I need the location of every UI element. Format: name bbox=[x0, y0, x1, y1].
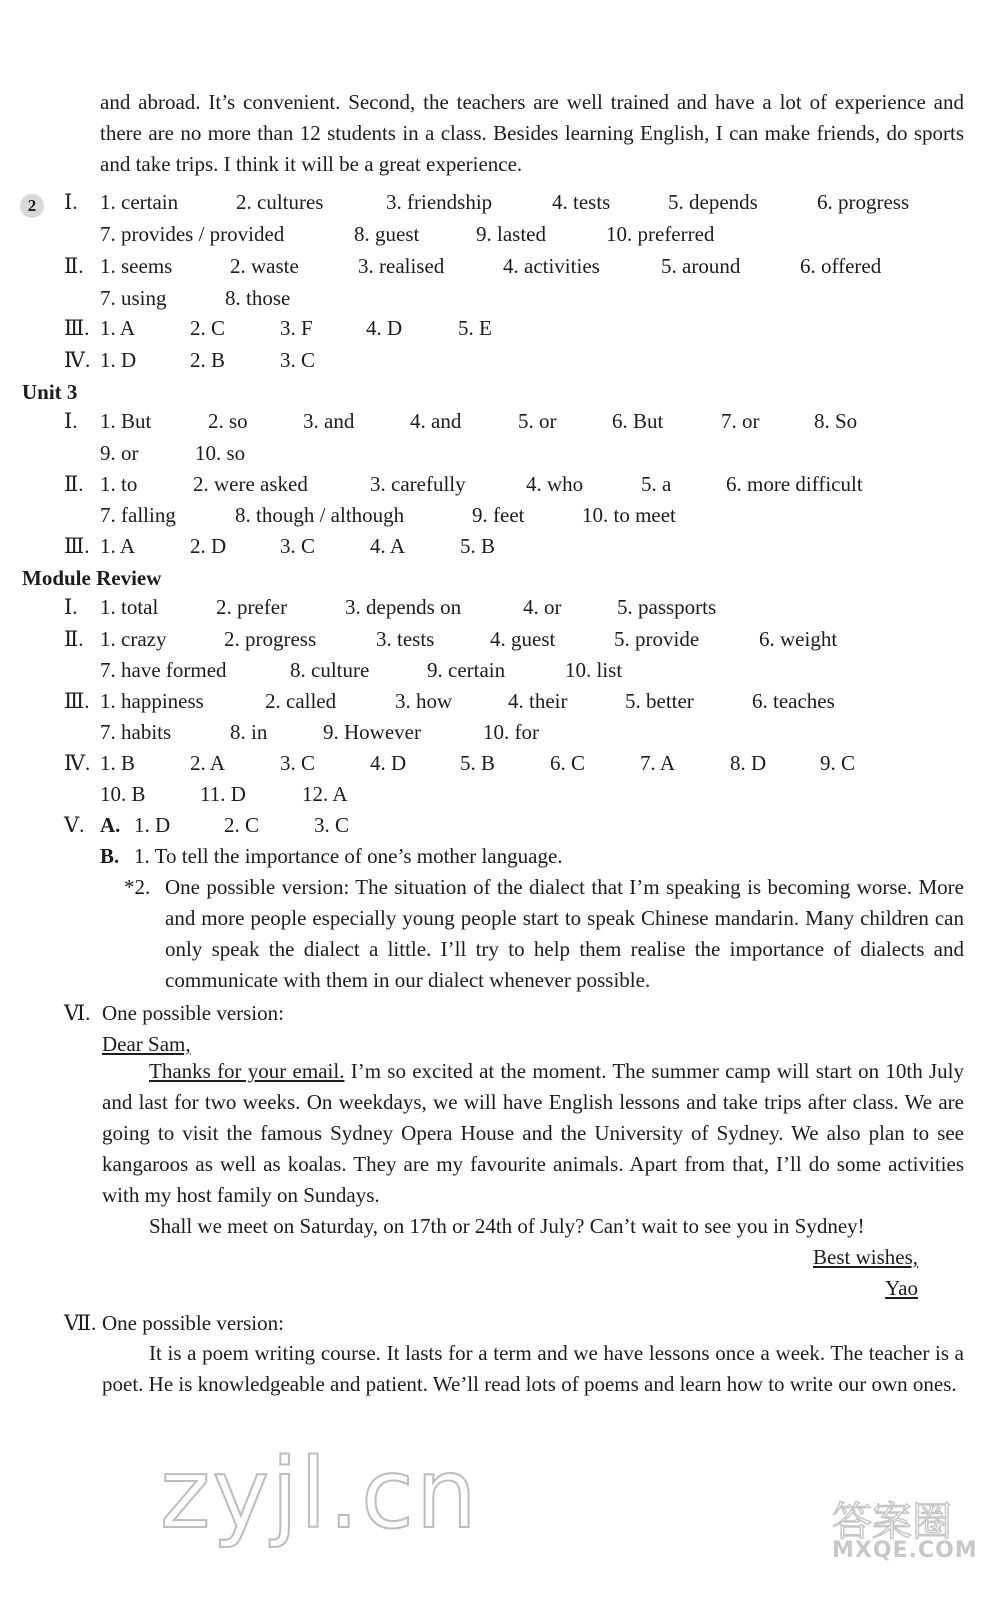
answer-item: 1. A bbox=[100, 534, 136, 558]
mr-V-B-row bbox=[100, 841, 960, 871]
answer-item: 5. E bbox=[458, 316, 492, 340]
answer-item: 1. B bbox=[100, 751, 136, 775]
answer-item: 3. depends on bbox=[345, 595, 462, 619]
answer-item: 3. tests bbox=[376, 627, 435, 651]
answer-item: 1. certain bbox=[100, 190, 179, 214]
answer-item: 5. B bbox=[460, 751, 496, 775]
letter-greeting: Dear Sam, bbox=[102, 1032, 191, 1056]
mr-I-label: Ⅰ. bbox=[64, 595, 78, 619]
answer-item: 5. depends bbox=[668, 190, 758, 214]
watermark-mxqe bbox=[832, 1490, 978, 1570]
answer-item: 11. D bbox=[200, 782, 246, 806]
answer-item: 4. or bbox=[523, 595, 562, 619]
answer-item: 5. or bbox=[518, 409, 557, 433]
mr-II-row1 bbox=[100, 624, 960, 654]
watermark-mxqe-top: 答案圈 bbox=[832, 1499, 952, 1545]
letter-body-2: Shall we meet on Saturday, on 17th or 24th of July? Can’t wait to see you in Sydney! bbox=[149, 1214, 865, 1238]
mr-V-B2-text: One possible version: The situation of the dialect that I’m speaking is becoming worse. More and more people especially young people start to speak Chinese mandarin. Many children can only speak the dialect a little. I’ll try to help them realise the importance of dialects and communicate with them in our dialect whenever possible. bbox=[165, 875, 964, 992]
answer-item: 8. though / although bbox=[235, 503, 405, 527]
s2-III-label: Ⅲ. bbox=[64, 316, 90, 340]
u3-III-row1 bbox=[100, 531, 960, 561]
mr-IV-label: Ⅳ. bbox=[64, 751, 91, 775]
answer-item: 10. to meet bbox=[582, 503, 676, 527]
answer-item: 2. were asked bbox=[193, 472, 308, 496]
answer-item: 4. tests bbox=[552, 190, 611, 214]
answer-item: 7. A bbox=[640, 751, 676, 775]
answer-item: 8. guest bbox=[354, 222, 420, 246]
answer-item: 5. a bbox=[641, 472, 672, 496]
answer-item: 5. passports bbox=[617, 595, 717, 619]
answer-item: 3. F bbox=[280, 316, 313, 340]
answer-item: 3. friendship bbox=[386, 190, 493, 214]
mr-I-row1 bbox=[100, 592, 960, 622]
answer-item: 9. certain bbox=[427, 658, 506, 682]
answer-item: 3. realised bbox=[358, 254, 445, 278]
mr-V-B2-num: *2. bbox=[124, 875, 151, 899]
sub-label: A. bbox=[100, 813, 121, 837]
u3-I-row1 bbox=[100, 406, 960, 436]
answer-item: 3. C bbox=[280, 534, 316, 558]
answer-item: 6. offered bbox=[800, 254, 882, 278]
answer-item: 7. falling bbox=[100, 503, 176, 527]
s2-III-row1 bbox=[100, 313, 960, 343]
answer-item: 6. C bbox=[550, 751, 586, 775]
answer-item: 10. B bbox=[100, 782, 146, 806]
answer-item: 1. A bbox=[100, 316, 136, 340]
answer-item: 2. called bbox=[265, 689, 337, 713]
u3-II-row1 bbox=[100, 469, 960, 499]
answer-item: 8. in bbox=[230, 720, 268, 744]
letter-body-rest: I’m so excited at the moment. The summer camp will start on 10th July and last for two weeks. On weekdays, we will have English lessons and take trips after class. We are going to visit the famous Sydney Opera House and the University of Sydney. We also plan to see kangaroos as well as koalas. They are my favourite animals. Apart from that, I’ll do some activities with my host family on Sundays. bbox=[102, 1059, 965, 1207]
mr-VII-label: Ⅶ. bbox=[64, 1311, 97, 1335]
answer-item: 5. around bbox=[661, 254, 741, 278]
answer-item: 2. so bbox=[208, 409, 248, 433]
answer-item: 4. their bbox=[508, 689, 568, 713]
answer-item: 10. preferred bbox=[606, 222, 715, 246]
answer-item: 1. to bbox=[100, 472, 138, 496]
answer-item: 7. using bbox=[100, 286, 167, 310]
answer-item: 3. carefully bbox=[370, 472, 466, 496]
answer-item: 4. D bbox=[366, 316, 403, 340]
answer-item: 2. C bbox=[224, 813, 260, 837]
mr-IV-row2 bbox=[100, 779, 960, 809]
answer-item: 4. who bbox=[526, 472, 584, 496]
mr-VII-intro: One possible version: bbox=[102, 1311, 284, 1335]
answer-item: 4. activities bbox=[503, 254, 600, 278]
letter-signature: Yao bbox=[885, 1276, 918, 1300]
answer-item: 7. or bbox=[721, 409, 760, 433]
watermark-mxqe-bottom: MXQE.COM bbox=[832, 1538, 978, 1563]
u3-III-label: Ⅲ. bbox=[64, 534, 90, 558]
s2-I-label: Ⅰ. bbox=[64, 190, 78, 214]
answer-item: 8. culture bbox=[290, 658, 370, 682]
mr-III-row2 bbox=[100, 717, 960, 747]
answer-item: 12. A bbox=[302, 782, 348, 806]
mr-III-label: Ⅲ. bbox=[64, 689, 90, 713]
answer-item: 9. or bbox=[100, 441, 139, 465]
answer-item: 8. D bbox=[730, 751, 767, 775]
s2-II-row1 bbox=[100, 251, 960, 281]
answer-item: 3. and bbox=[303, 409, 355, 433]
mr-II-row2 bbox=[100, 655, 960, 685]
s2-IV-row1 bbox=[100, 345, 960, 375]
answer-item: 8. those bbox=[225, 286, 291, 310]
answer-item: 10. list bbox=[565, 658, 623, 682]
answer-item: 2. progress bbox=[224, 627, 317, 651]
s2-II-row2 bbox=[100, 283, 960, 313]
s2-I-row1 bbox=[100, 187, 960, 217]
answer-item: 3. C bbox=[280, 751, 316, 775]
answer-item: 5. B bbox=[460, 534, 496, 558]
u3-II-row2 bbox=[100, 500, 960, 530]
answer-item: 9. feet bbox=[472, 503, 525, 527]
answer-item: 1. But bbox=[100, 409, 152, 433]
s2-I-row2 bbox=[100, 219, 960, 249]
answer-item: 2. D bbox=[190, 534, 227, 558]
answer-item: 1. seems bbox=[100, 254, 173, 278]
answer-item: 7. have formed bbox=[100, 658, 227, 682]
answer-item: 9. C bbox=[820, 751, 856, 775]
answer-item: 2. prefer bbox=[216, 595, 288, 619]
answer-item: 5. better bbox=[625, 689, 694, 713]
answer-item: 4. and bbox=[410, 409, 462, 433]
answer-item: 9. lasted bbox=[476, 222, 546, 246]
u3-I-label: Ⅰ. bbox=[64, 409, 78, 433]
unit3-heading: Unit 3 bbox=[22, 380, 78, 404]
answer-item: 3. C bbox=[280, 348, 316, 372]
answer-item: 1. D bbox=[100, 348, 137, 372]
letter-body-1 bbox=[102, 1056, 964, 1211]
answer-item: 6. more difficult bbox=[726, 472, 863, 496]
answer-item: 1. happiness bbox=[100, 689, 204, 713]
answer-item: 1. D bbox=[134, 813, 171, 837]
answer-item: 4. guest bbox=[490, 627, 556, 651]
letter-first-sentence: Thanks for your email. bbox=[149, 1059, 345, 1083]
letter-closing: Best wishes, bbox=[813, 1245, 918, 1269]
answer-item: 6. progress bbox=[817, 190, 910, 214]
answer-item: 7. provides / provided bbox=[100, 222, 285, 246]
answer-item: 1. crazy bbox=[100, 627, 167, 651]
mr-III-row1 bbox=[100, 686, 960, 716]
sub-label: B. bbox=[100, 844, 120, 868]
watermark-zyjl: zyjl.cn bbox=[160, 1438, 479, 1550]
mr-II-label: Ⅱ. bbox=[64, 627, 84, 651]
answer-item: 1. total bbox=[100, 595, 159, 619]
answer-item: 4. A bbox=[370, 534, 406, 558]
mr-VII-body: It is a poem writing course. It lasts for a term and we have lessons once a week. The teacher is a poet. He is knowledgeable and patient. We’ll read lots of poems and learn how to write our own ones. bbox=[102, 1341, 964, 1396]
u3-I-row2 bbox=[100, 438, 960, 468]
answer-item: 7. habits bbox=[100, 720, 172, 744]
answer-item: 2. cultures bbox=[236, 190, 324, 214]
answer-item: 6. teaches bbox=[752, 689, 835, 713]
answer-item: 3. how bbox=[395, 689, 453, 713]
mr-VI-label: Ⅵ. bbox=[64, 1001, 91, 1025]
s2-II-label: Ⅱ. bbox=[64, 254, 84, 278]
answer-item: 6. weight bbox=[759, 627, 838, 651]
answer-item: 3. C bbox=[314, 813, 350, 837]
module-review-heading: Module Review bbox=[22, 566, 162, 590]
answer-item: 2. waste bbox=[230, 254, 299, 278]
answer-item: 4. D bbox=[370, 751, 407, 775]
section-number-badge: 2 bbox=[20, 194, 44, 218]
mr-V-A-row bbox=[100, 810, 960, 840]
answer-item: 10. for bbox=[483, 720, 539, 744]
mr-IV-row1 bbox=[100, 748, 960, 778]
answer-item: 2. C bbox=[190, 316, 226, 340]
answer-item: 2. B bbox=[190, 348, 226, 372]
s2-IV-label: Ⅳ. bbox=[64, 348, 91, 372]
answer-item: 8. So bbox=[814, 409, 858, 433]
answer-item: 6. But bbox=[612, 409, 664, 433]
mr-V-label: Ⅴ. bbox=[64, 813, 85, 837]
answer-text: 1. To tell the importance of one’s mother language. bbox=[134, 844, 563, 868]
answer-item: 10. so bbox=[195, 441, 246, 465]
u3-II-label: Ⅱ. bbox=[64, 472, 84, 496]
mr-VI-intro: One possible version: bbox=[102, 1001, 284, 1025]
intro-paragraph: and abroad. It’s convenient. Second, the teachers are well trained and have a lot of experience and there are no more than 12 students in a class. Besides learning English, I can make friends, do sports and take trips. I think it will be a great experience. bbox=[100, 90, 964, 176]
answer-item: 9. However bbox=[323, 720, 421, 744]
answer-item: 2. A bbox=[190, 751, 226, 775]
answer-item: 5. provide bbox=[614, 627, 700, 651]
